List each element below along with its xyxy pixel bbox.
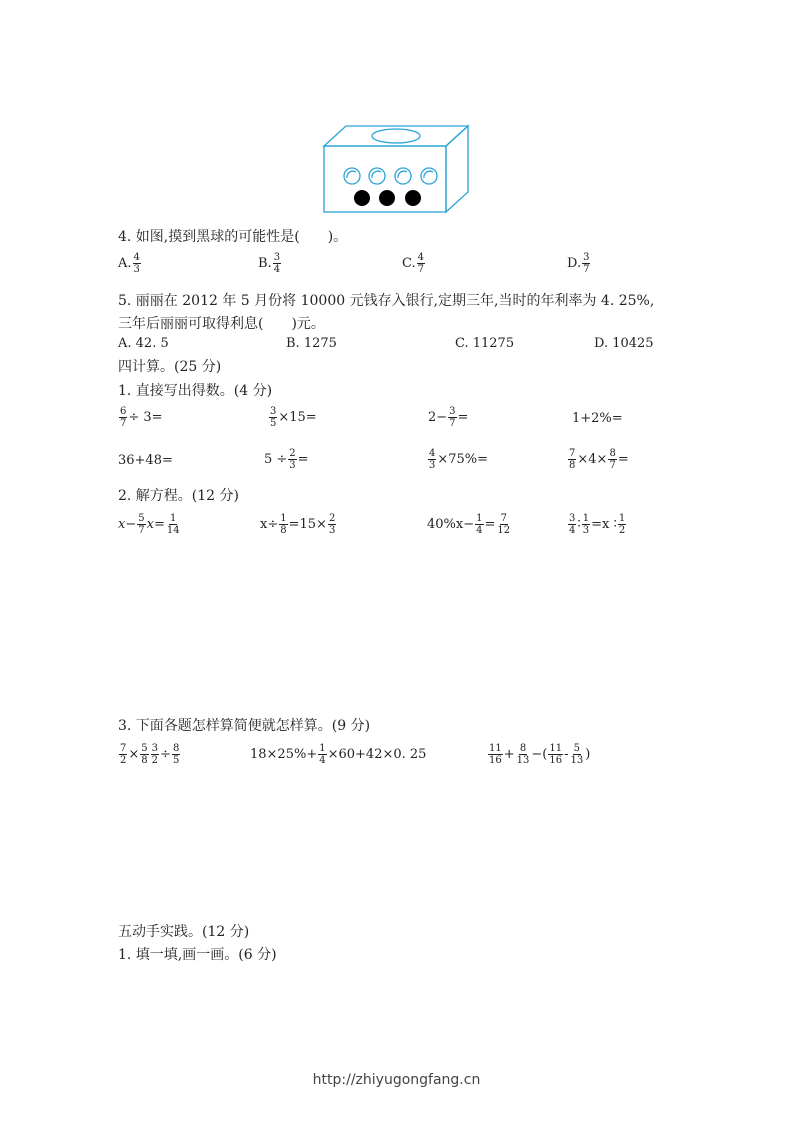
q4-option-a: A. $\frac{4}{3}$	[118, 252, 140, 275]
equation-1: x− $\frac{5}{7}$ x= $\frac{1}{14}$	[118, 513, 180, 536]
simplify-1: $\frac{7}{2}$ × $\frac{5}{8}$ $\frac{3}{2}$ ÷ $\frac{8}{5}$	[120, 743, 180, 766]
box-top-opening	[372, 129, 420, 143]
q5-stem-line2: 三年后丽丽可取得利息( )元。	[118, 316, 325, 332]
black-ball	[354, 190, 370, 206]
q5-option-b: B. 1275	[286, 336, 337, 351]
section4-title: 四计算。(25 分)	[118, 359, 222, 375]
q4-option-d: D. $\frac{3}{7}$	[567, 252, 590, 275]
black-ball	[379, 190, 395, 206]
section5-part1-title: 1. 填一填,画一画。(6 分)	[118, 947, 277, 963]
q4-stem: 4. 如图,摸到黑球的可能性是( )。	[118, 229, 348, 245]
calc-2a: 36+48=	[118, 453, 173, 468]
q5-stem-line1: 5. 丽丽在 2012 年 5 月份将 10000 元钱存入银行,定期三年,当时的年利率为 4. 25%,	[118, 293, 655, 309]
q5-option-a: A. 42. 5	[118, 336, 169, 351]
section5-title: 五动手实践。(12 分)	[118, 924, 250, 940]
calc-2b: 5 ÷ $\frac{2}{3}$ =	[264, 448, 309, 471]
q4-option-c: C. $\frac{4}{7}$	[402, 252, 424, 275]
calc-2c: $\frac{4}{3}$ ×75%=	[429, 448, 489, 471]
box-side-face	[446, 126, 468, 212]
calc-2d: $\frac{7}{8}$ ×4× $\frac{8}{7}$ =	[569, 448, 629, 471]
simplify-2: 18×25%+ $\frac{1}{4}$ ×60+42×0. 25	[250, 743, 427, 766]
footer-url[interactable]: http://zhiyugongfang.cn	[312, 1072, 481, 1088]
calc-1c: 2− $\frac{3}{7}$ =	[428, 406, 469, 429]
equation-2: x÷ $\frac{1}{8}$ =15× $\frac{2}{3}$	[260, 513, 336, 536]
simplify-3: $\frac{11}{16}$ + $\frac{8}{13}$ −( $\frac{11}{16}$ - $\frac{5}{13}$ )	[489, 743, 591, 766]
calc-1d: 1+2%=	[572, 411, 623, 426]
equation-4: $\frac{3}{4}$ ∶ $\frac{1}{3}$ =x ∶ $\frac{1}{2}$	[569, 513, 626, 536]
calc-1b: $\frac{3}{5}$ ×15=	[270, 406, 317, 429]
equation-3: 40%x− $\frac{1}{4}$ = $\frac{7}{12}$	[427, 513, 511, 536]
q5-option-d: D. 10425	[594, 336, 654, 351]
q5-option-c: C. 11275	[455, 336, 515, 351]
black-ball	[405, 190, 421, 206]
part1-title: 1. 直接写出得数。(4 分)	[118, 383, 273, 399]
ball-box-figure	[320, 122, 472, 216]
part2-title: 2. 解方程。(12 分)	[118, 488, 239, 504]
calc-1a: $\frac{6}{7}$ ÷ 3=	[120, 406, 163, 429]
q4-option-b: B. $\frac{3}{4}$	[258, 252, 281, 275]
part3-title: 3. 下面各题怎样算简便就怎样算。(9 分)	[118, 718, 371, 734]
